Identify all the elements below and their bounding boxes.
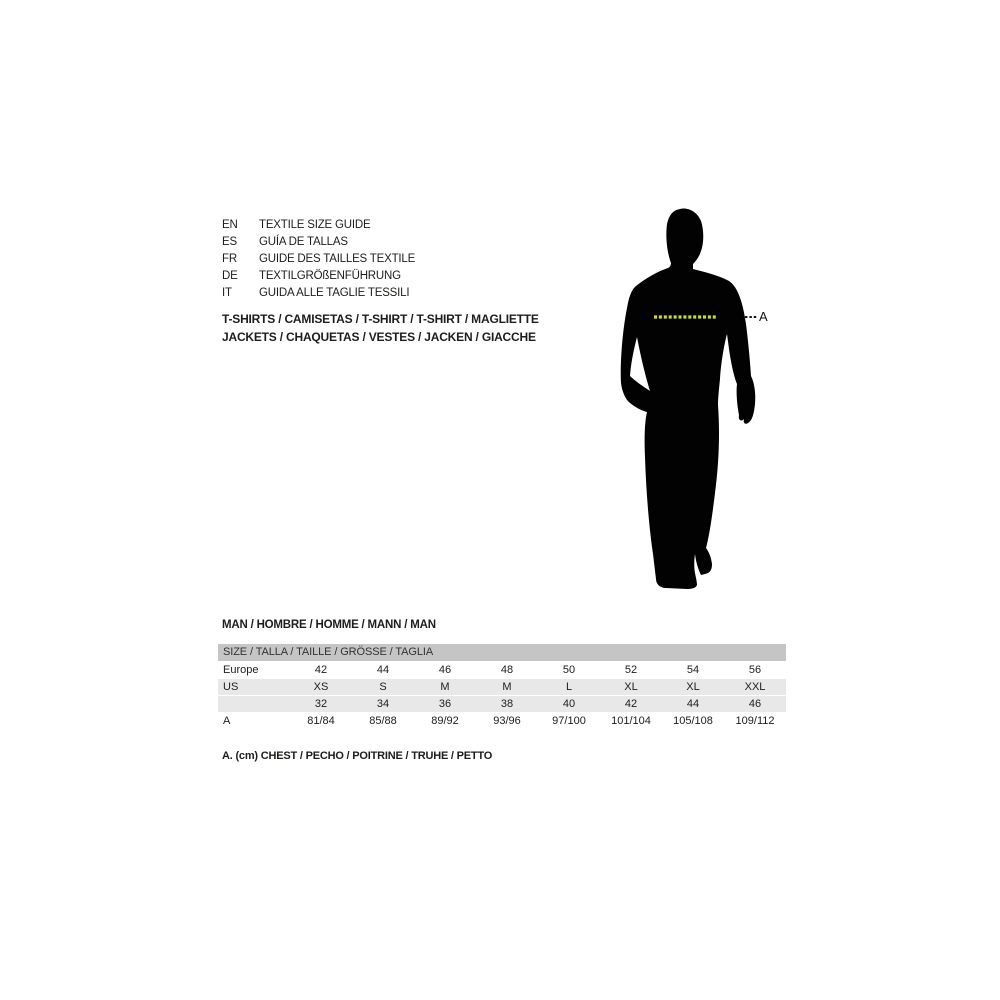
cell: S xyxy=(352,679,414,696)
cell: 54 xyxy=(662,662,724,679)
cell: 42 xyxy=(600,696,662,713)
table-row-europe xyxy=(218,662,786,679)
section-title: MAN / HOMBRE / HOMME / MANN / MAN xyxy=(222,619,436,631)
language-label: GUÍA DE TALLAS xyxy=(259,236,348,248)
cell: XS xyxy=(290,679,352,696)
language-row-es xyxy=(222,234,415,251)
cell: 109/112 xyxy=(724,713,786,730)
cell: XL xyxy=(662,679,724,696)
man-silhouette xyxy=(621,209,756,590)
cell: 42 xyxy=(290,662,352,679)
cell: XXL xyxy=(724,679,786,696)
product-types xyxy=(222,310,539,346)
table-row-chest-a xyxy=(218,713,786,730)
language-row-en xyxy=(222,217,415,234)
product-line-tshirts: T-SHIRTS / CAMISETAS / T-SHIRT / T-SHIRT / MAGLIETTE xyxy=(222,312,539,326)
row-label: Europe xyxy=(218,662,290,679)
table-row-uk xyxy=(218,696,786,713)
cell: 81/84 xyxy=(290,713,352,730)
cell: 48 xyxy=(476,662,538,679)
cell: 38 xyxy=(476,696,538,713)
cell: 52 xyxy=(600,662,662,679)
cell: 32 xyxy=(290,696,352,713)
language-row-it xyxy=(222,285,415,302)
cell: 56 xyxy=(724,662,786,679)
language-label: GUIDA ALLE TAGLIE TESSILI xyxy=(259,287,410,299)
cell: 44 xyxy=(352,662,414,679)
cell: 85/88 xyxy=(352,713,414,730)
cell: 36 xyxy=(414,696,476,713)
language-code: EN xyxy=(222,219,238,231)
cell: M xyxy=(414,679,476,696)
size-table-header-row xyxy=(218,644,786,662)
language-code: DE xyxy=(222,270,238,282)
language-row-fr xyxy=(222,251,415,268)
cell: 101/104 xyxy=(600,713,662,730)
language-label: GUIDE DES TAILLES TEXTILE xyxy=(259,253,416,265)
cell: L xyxy=(538,679,600,696)
language-code: ES xyxy=(222,236,237,248)
size-table-header: SIZE / TALLA / TAILLE / GRÖSSE / TAGLIA xyxy=(218,644,786,662)
language-label: TEXTILE SIZE GUIDE xyxy=(259,219,371,231)
cell: 46 xyxy=(724,696,786,713)
cell: 97/100 xyxy=(538,713,600,730)
size-table xyxy=(218,644,786,730)
cell: 40 xyxy=(538,696,600,713)
language-row-de xyxy=(222,268,415,285)
cell: 44 xyxy=(662,696,724,713)
cell: XL xyxy=(600,679,662,696)
cell: 50 xyxy=(538,662,600,679)
row-label: A xyxy=(218,713,290,730)
cell: 34 xyxy=(352,696,414,713)
row-label: US xyxy=(218,679,290,696)
cell: 89/92 xyxy=(414,713,476,730)
cell: 105/108 xyxy=(662,713,724,730)
language-list xyxy=(222,217,415,302)
man-figure xyxy=(600,190,800,610)
row-label xyxy=(218,696,290,713)
language-code: FR xyxy=(222,253,237,265)
cell: 46 xyxy=(414,662,476,679)
man-silhouette-svg xyxy=(600,190,800,610)
table-row-us xyxy=(218,679,786,696)
measure-label-a: A xyxy=(759,309,768,324)
language-code: IT xyxy=(222,287,232,299)
cell: M xyxy=(476,679,538,696)
product-line-jackets: JACKETS / CHAQUETAS / VESTES / JACKEN / GIACCHE xyxy=(222,330,536,344)
language-label: TEXTILGRÖßENFÜHRUNG xyxy=(259,270,401,282)
cell: 93/96 xyxy=(476,713,538,730)
footnote: A. (cm) CHEST / PECHO / POITRINE / TRUHE / PETTO xyxy=(222,750,493,762)
